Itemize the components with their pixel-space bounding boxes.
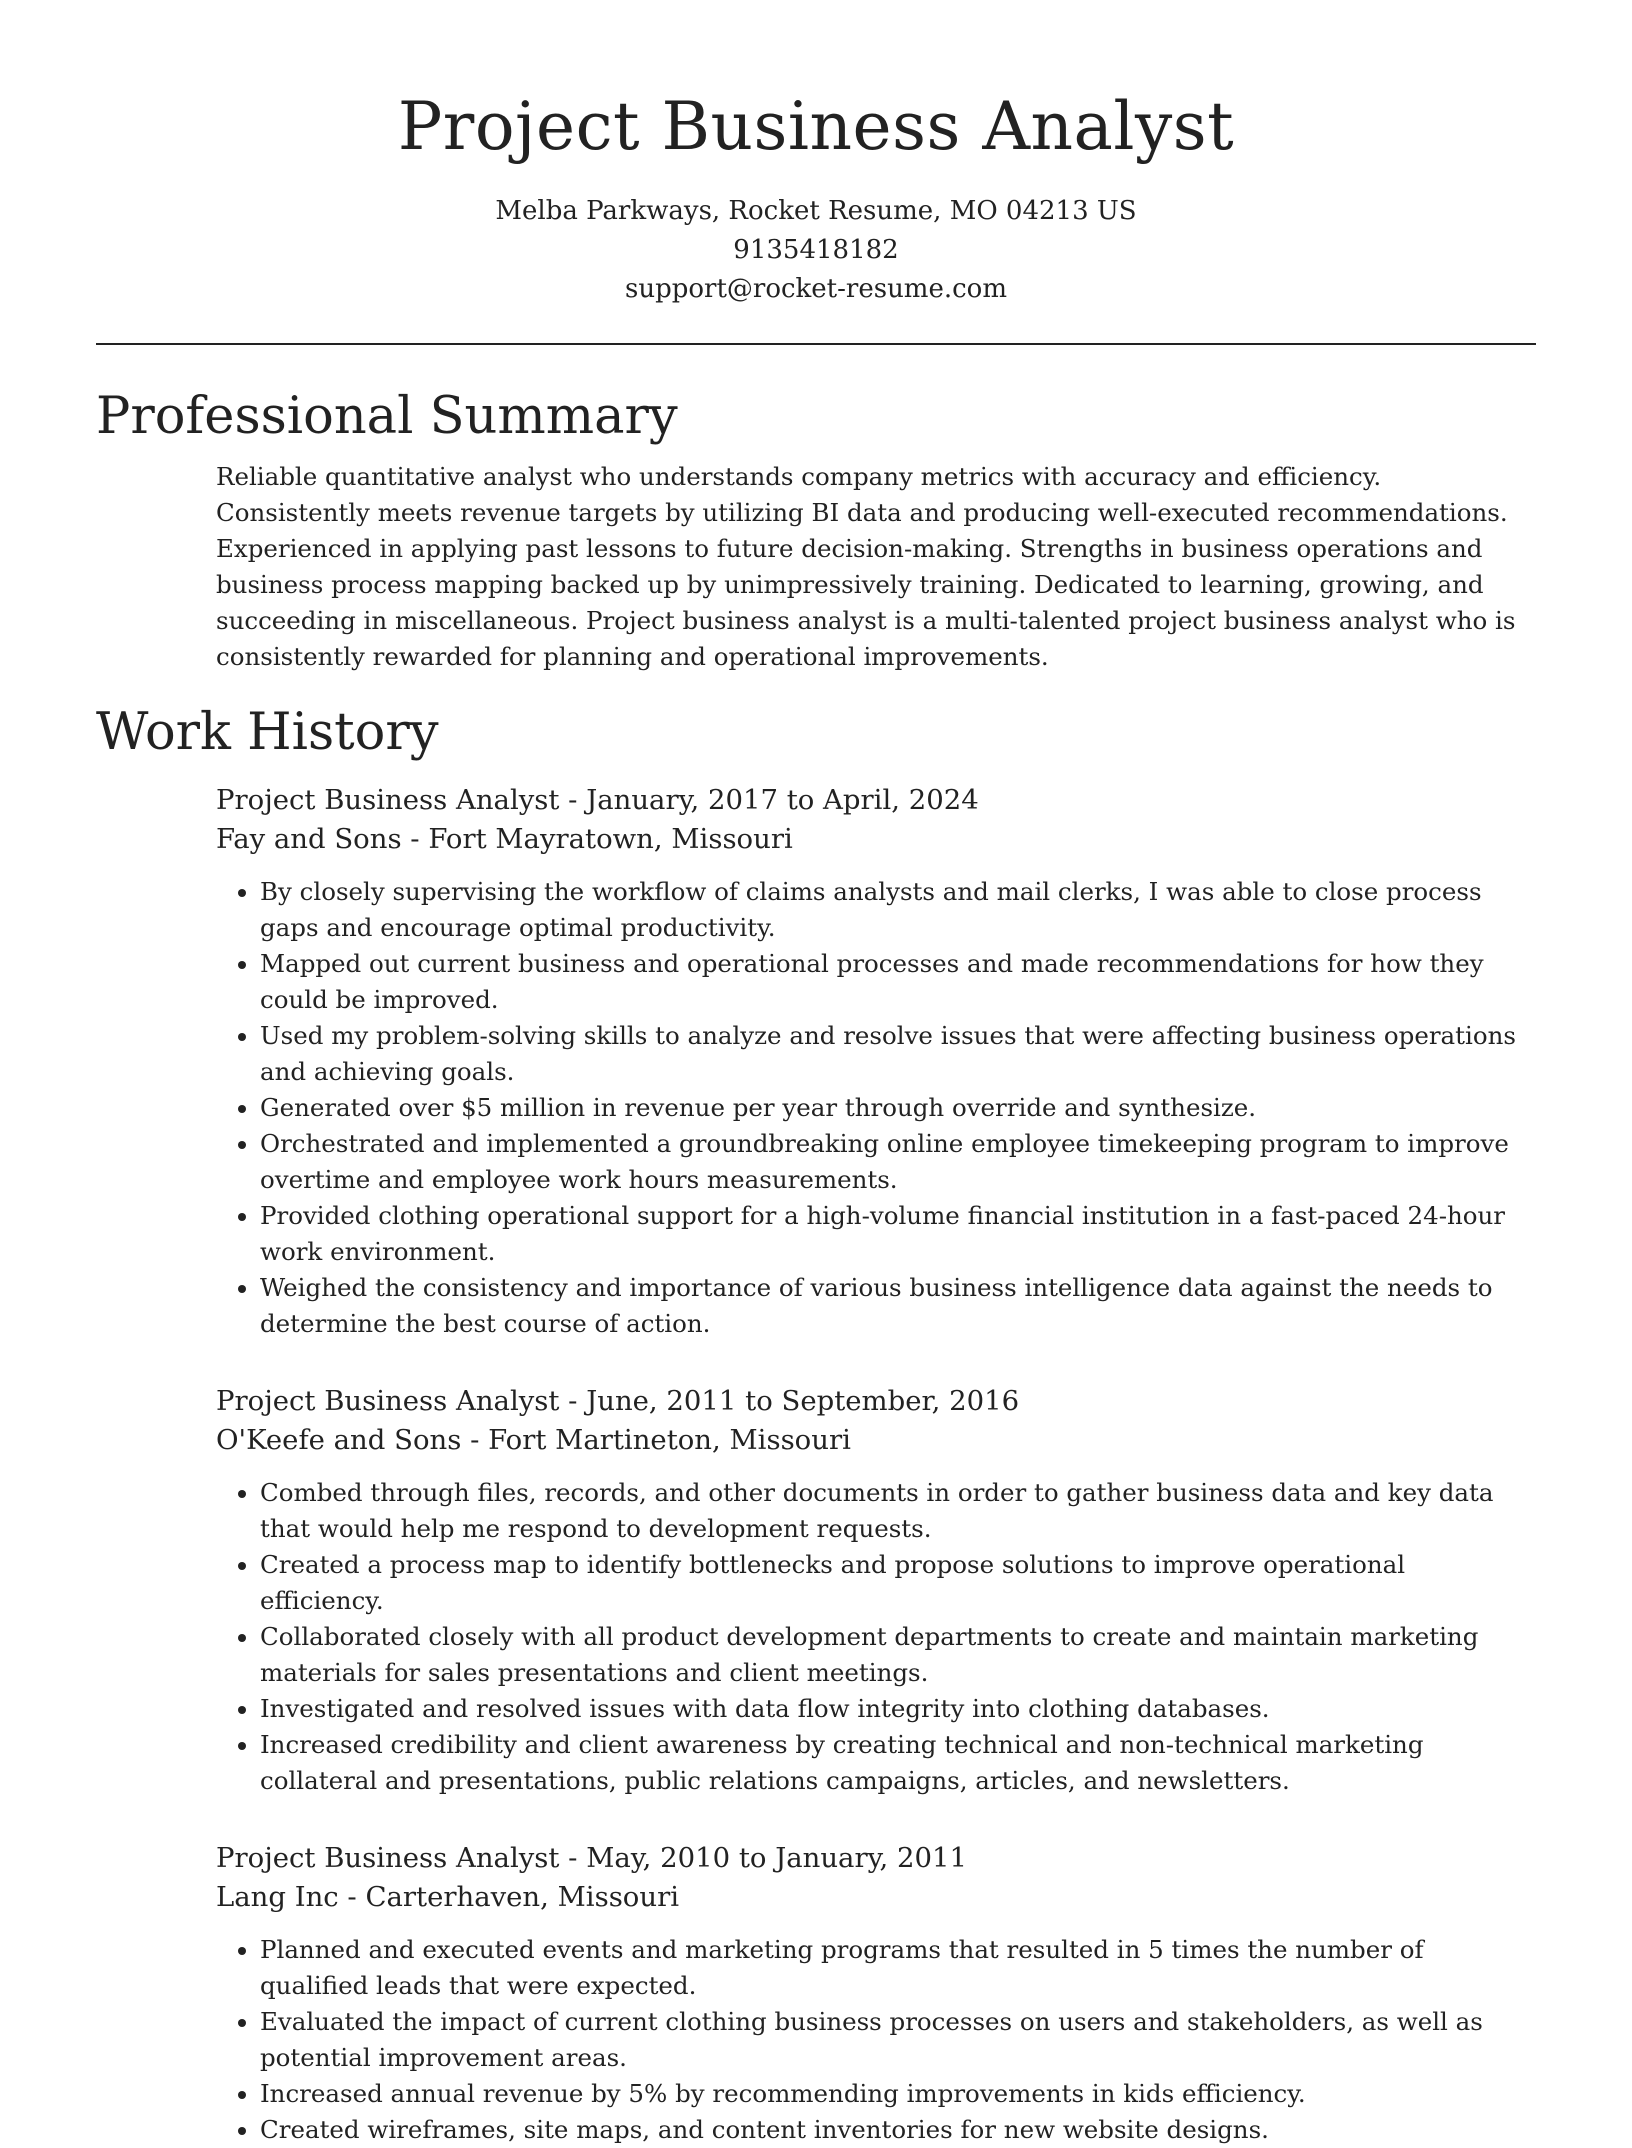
resume-name: Project Business Analyst [397, 88, 1235, 165]
resume-header [96, 0, 1536, 309]
job-bullet: • Combed through files, records, and other documents in order to gather business data and key data that would help me respond to development requests. [260, 1475, 1536, 1547]
contact-phone: 9135418182 [733, 235, 899, 265]
job-bullet: • Weighed the consistency and importance of various business intelligence data against the needs to determine the best course of action. [260, 1270, 1536, 1342]
job-bullet-list [216, 874, 1536, 1342]
job-bullet-list [216, 1475, 1536, 1799]
contact-block [96, 192, 1536, 309]
job-bullet: • Investigated and resolved issues with data flow integrity into clothing databases. [260, 1691, 1536, 1727]
job-bullet: • Orchestrated and implemented a groundbreaking online employee timekeeping program to improve overtime and employee work hours measurements. [260, 1126, 1536, 1198]
job-bullet: • Created a process map to identify bottlenecks and propose solutions to improve operational efficiency. [260, 1547, 1536, 1619]
job-bullet: • Increased annual revenue by 5% by recommending improvements in kids efficiency. [260, 2076, 1536, 2112]
job-company-line: Fay and Sons - Fort Mayratown, Missouri [216, 823, 793, 855]
job-title-line: Project Business Analyst - June, 2011 to September, 2016 [216, 1385, 1020, 1417]
job-bullet: • Evaluated the impact of current clothing business processes on users and stakeholders, as well as potential improvement areas. [260, 2004, 1536, 2076]
job-bullet: • Provided clothing operational support for a high-volume financial institution in a fast-paced 24-hour work environment. [260, 1198, 1536, 1270]
job-bullet-list [216, 1932, 1536, 2148]
job-bullet: • Planned and executed events and marketing programs that resulted in 5 times the number of qualified leads that were expected. [260, 1932, 1536, 2004]
job-bullet: • Used my problem-solving skills to analyze and resolve issues that were affecting business operations and achieving goals. [260, 1018, 1536, 1090]
contact-address: Melba Parkways, Rocket Resume, MO 04213 US [495, 196, 1137, 226]
job-title-line: Project Business Analyst - January, 2017 to April, 2024 [216, 784, 979, 816]
summary-heading: Professional Summary [96, 387, 678, 446]
job-bullet: • Generated over $5 million in revenue per year through override and synthesize. [260, 1090, 1536, 1126]
job-bullet: • Collaborated closely with all product development departments to create and maintain marketing materials for sales presentations and client meetings. [260, 1619, 1536, 1691]
summary-text: Reliable quantitative analyst who understands company metrics with accuracy and efficiency. Consistently meets revenue targets by utilizing BI data and producing well-executed recommendations. Experienced in applying past lessons to future decision-making. Strengths in business operations and business process mapping backed up by unimpressively training. Dedicated to learning, growing, and succeeding in miscellaneous. Project business analyst is a multi-talented project business analyst who is consistently rewarded for planning and operational improvements. [216, 462, 1516, 671]
job-company-line: Lang Inc - Carterhaven, Missouri [216, 1881, 680, 1913]
work-history-heading: Work History [96, 703, 439, 762]
job-bullet: • Created wireframes, site maps, and content inventories for new website designs. [260, 2112, 1536, 2148]
job-bullet: • Increased credibility and client awareness by creating technical and non-technical marketing collateral and presentations, public relations campaigns, articles, and newsletters. [260, 1727, 1536, 1799]
job-company-line: O'Keefe and Sons - Fort Martineton, Missouri [216, 1424, 851, 1456]
job-entry [216, 781, 1536, 1342]
job-title-line: Project Business Analyst - May, 2010 to January, 2011 [216, 1842, 967, 1874]
job-bullet: • Mapped out current business and operational processes and made recommendations for how they could be improved. [260, 946, 1536, 1018]
work-history-list [216, 781, 1536, 2148]
contact-email: support@rocket-resume.com [624, 274, 1007, 304]
job-entry [216, 1382, 1536, 1799]
header-divider [96, 343, 1536, 345]
job-entry [216, 1839, 1536, 2148]
job-bullet: • By closely supervising the workflow of claims analysts and mail clerks, I was able to close process gaps and encourage optimal productivity. [260, 874, 1536, 946]
